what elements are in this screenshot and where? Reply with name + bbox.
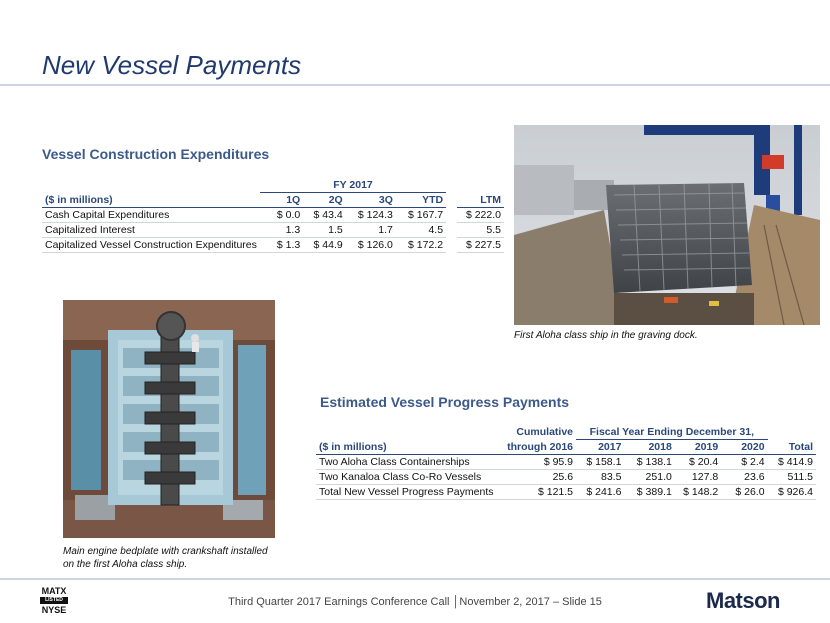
cell: 23.6 [721,470,767,485]
cell: $ 1.3 [260,238,303,253]
cell: $ 148.2 [675,485,721,500]
col-header-2020: 2020 [721,440,767,455]
fiscal-year-group-label: Fiscal Year Ending December 31, [576,425,768,440]
col-header-units: ($ in millions) [42,193,260,208]
fy-header-row [42,178,504,193]
col-header-2017: 2017 [576,440,624,455]
progress-group-row [316,425,816,440]
cell: $ 227.5 [457,238,504,253]
title-divider [0,84,830,86]
cumulative-label-line1: Cumulative [516,426,574,439]
construction-header-row [42,193,504,208]
table-row [316,470,816,485]
cell: $ 222.0 [457,208,504,223]
col-header-1q: 1Q [260,193,303,208]
row-label: Two Kanaloa Class Co-Ro Vessels [316,470,504,485]
progress-table [316,425,816,500]
footer-text: Third Quarter 2017 Earnings Conference Call │November 2, 2017 – Slide 15 [228,596,602,608]
cell: $ 43.4 [303,208,346,223]
engine-caption [63,545,268,571]
ticker-bottom: NYSE [41,605,67,615]
cell: $ 138.1 [624,455,674,470]
brand-logo: Matson [706,588,780,613]
row-label: Capitalized Vessel Construction Expenditures [42,238,260,253]
progress-header-row [316,440,816,455]
cell: $ 414.9 [768,455,816,470]
cell: $ 124.3 [346,208,396,223]
col-header-ltm: LTM [457,193,504,208]
ticker-top: MATX [41,586,67,596]
row-label: Total New Vessel Progress Payments [316,485,504,500]
table-row [42,223,504,238]
footer-divider [0,578,830,580]
cell: $ 44.9 [303,238,346,253]
construction-heading: Vessel Construction Expenditures [42,146,270,162]
cell: 1.7 [346,223,396,238]
cell: $ 167.7 [396,208,446,223]
ticker-mid: LISTED [40,597,68,604]
col-header-ytd: YTD [396,193,446,208]
cell: $ 95.9 [504,455,577,470]
cell: 83.5 [576,470,624,485]
cell: $ 241.6 [576,485,624,500]
row-label: Capitalized Interest [42,223,260,238]
fy-label: FY 2017 [260,178,446,193]
cell: $ 389.1 [624,485,674,500]
table-row [42,208,504,223]
cell: 5.5 [457,223,504,238]
col-header-2018: 2018 [624,440,674,455]
page-title: New Vessel Payments [42,50,302,80]
table-row [42,238,504,253]
cell: 127.8 [675,470,721,485]
col-header-total: Total [768,440,816,455]
col-header-units: ($ in millions) [316,440,504,455]
progress-heading: Estimated Vessel Progress Payments [320,394,570,410]
cell: $ 26.0 [721,485,767,500]
cell: $ 121.5 [504,485,577,500]
table-row [316,455,816,470]
row-label: Cash Capital Expenditures [42,208,260,223]
col-header-2q: 2Q [303,193,346,208]
graving-dock-photo [514,125,820,325]
cell: 251.0 [624,470,674,485]
engine-bedplate-illustration [63,300,275,538]
cell: 1.5 [303,223,346,238]
dock-caption: First Aloha class ship in the graving dock. [514,330,698,341]
construction-table [42,178,504,253]
engine-caption-line1: Main engine bedplate with crankshaft installed [63,546,268,557]
cell: 4.5 [396,223,446,238]
cell: $ 926.4 [768,485,816,500]
cell: $ 2.4 [721,455,767,470]
cell: 511.5 [768,470,816,485]
cell: $ 20.4 [675,455,721,470]
col-header-2019: 2019 [675,440,721,455]
graving-dock-illustration [514,125,820,325]
cell: 25.6 [504,470,577,485]
table-row [316,485,816,500]
cell: $ 172.2 [396,238,446,253]
cell: $ 158.1 [576,455,624,470]
engine-caption-line2: on the first Aloha class ship. [63,559,188,570]
cumulative-label-line2: through 2016 [504,440,577,455]
col-header-3q: 3Q [346,193,396,208]
row-label: Two Aloha Class Containerships [316,455,504,470]
cell: $ 126.0 [346,238,396,253]
engine-bedplate-photo [63,300,275,538]
cell: 1.3 [260,223,303,238]
cell: $ 0.0 [260,208,303,223]
